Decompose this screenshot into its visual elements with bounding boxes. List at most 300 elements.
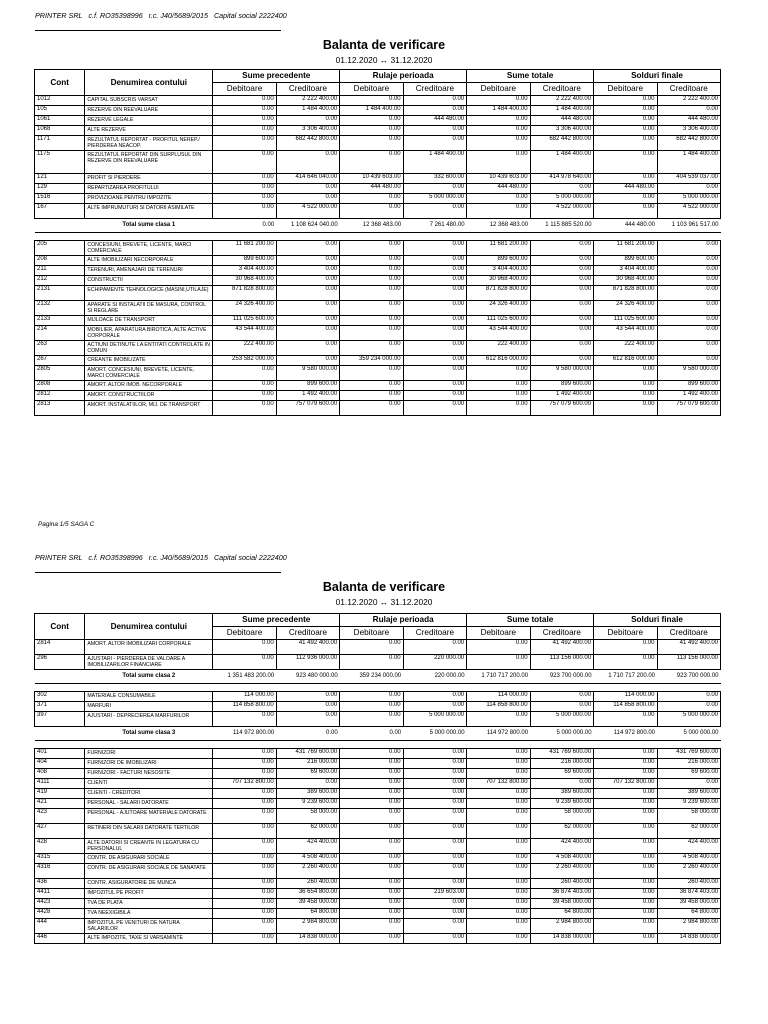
amount-cell: 0.00 — [594, 934, 657, 944]
amount-cell: 0.00 — [467, 712, 530, 727]
amount-cell: 707 132 800.00 — [213, 779, 276, 789]
account-name: TERENURI, AMENAJARI DE TERENURI — [85, 266, 213, 276]
amount-cell: 36 874 403.00 — [657, 889, 721, 899]
amount-cell: 0.00 — [403, 909, 466, 919]
amount-cell: 0.00 — [213, 366, 276, 381]
amount-cell: 43 544 400.00 — [467, 326, 530, 341]
amount-cell: 0.00 — [403, 241, 466, 256]
table-row — [35, 789, 721, 799]
amount-cell: 612 816 000.00 — [467, 356, 530, 366]
amount-cell: 1 484 400.00 — [403, 151, 466, 174]
table-row — [35, 116, 721, 126]
amount-cell: 62 000.00 — [530, 824, 593, 839]
amount-cell: 0.00 — [594, 204, 657, 219]
amount-cell: 424 400.00 — [530, 839, 593, 854]
amount-cell: 707 132 800.00 — [467, 779, 530, 789]
account-name: REZULTATUL REPORTAT - PROFITUL NEREP./ PIERDEREA NEACOP. — [85, 136, 213, 151]
column-group-solduri-finale: Solduri finale — [594, 614, 721, 627]
account-name: CONCESIUNI, BREVETE, LICENTE, MARCI COMERCIALE — [85, 241, 213, 256]
amount-cell: 0.00 — [594, 366, 657, 381]
amount-cell: 0.00 — [530, 276, 593, 286]
amount-cell: 0.00 — [657, 106, 721, 116]
amount-cell: 0.00 — [340, 799, 403, 809]
column-group-sume-totale: Sume totale — [467, 614, 594, 627]
table-row — [35, 824, 721, 839]
amount-cell: 30 968 400.00 — [467, 276, 530, 286]
amount-cell: 0.00 — [594, 899, 657, 909]
column-header-creditoare: Creditoare — [530, 627, 593, 640]
amount-cell: 899 600.00 — [594, 256, 657, 266]
column-header-cont: Cont — [35, 70, 85, 96]
amount-cell: 9 580 000.00 — [530, 366, 593, 381]
amount-cell: 0.00 — [594, 879, 657, 889]
amount-cell: 0.00 — [340, 316, 403, 326]
page-footer: Pagina 1/5 SAGA C — [38, 521, 95, 528]
amount-cell: 0.00 — [657, 316, 721, 326]
amount-cell: 5 000 000.00 — [530, 712, 593, 727]
amount-cell: 0.00 — [467, 96, 530, 106]
amount-cell: 0.00 — [213, 789, 276, 799]
amount-cell: 0.00 — [403, 779, 466, 789]
amount-cell: 0.00 — [467, 934, 530, 944]
amount-cell: 69 600.00 — [276, 769, 339, 779]
amount-cell: 0.00 — [340, 899, 403, 909]
total-amount: 5 000 000.00 — [683, 730, 719, 736]
amount-cell: 0.00 — [340, 116, 403, 126]
account-code: 427 — [35, 824, 85, 839]
column-group-rulaje-perioada: Rulaje perioada — [340, 614, 467, 627]
amount-cell: 216 000.00 — [276, 759, 339, 769]
class-total-row — [35, 670, 721, 684]
table-row — [35, 769, 721, 779]
amount-cell: 0.00 — [213, 769, 276, 779]
amount-cell: 0.00 — [340, 241, 403, 256]
account-code: 419 — [35, 789, 85, 799]
table-row — [35, 136, 721, 151]
amount-cell: 0.00 — [276, 286, 339, 301]
amount-cell: 0.00 — [340, 839, 403, 854]
header-divider — [35, 572, 281, 573]
account-name: REPARTIZAREA PROFITULUI — [85, 184, 213, 194]
amount-cell: 216 000.00 — [530, 759, 593, 769]
amount-cell: 0.00 — [340, 366, 403, 381]
amount-cell: 0.00 — [594, 824, 657, 839]
amount-cell: 0.00 — [213, 184, 276, 194]
amount-cell: 14 838 000.00 — [276, 934, 339, 944]
amount-cell: 3 306 400.00 — [530, 126, 593, 136]
account-name: AMORT. ALTOR IMOB. NECORPORALE — [85, 381, 213, 391]
group-spacer — [35, 233, 721, 241]
amount-cell: 0.00 — [530, 341, 593, 356]
amount-cell: 0.00 — [403, 266, 466, 276]
amount-cell: 0.00 — [340, 769, 403, 779]
account-code: 1171 — [35, 136, 85, 151]
amount-cell: 0.00 — [340, 204, 403, 219]
account-name: FURNIZORI - FACTURI NESOSITE — [85, 769, 213, 779]
amount-cell: 43 544 400.00 — [213, 326, 276, 341]
amount-cell: 39 458 000.00 — [530, 899, 593, 909]
amount-cell: 219 603.00 — [403, 889, 466, 899]
amount-cell: 0.00 — [467, 640, 530, 655]
amount-cell: 0.00 — [594, 381, 657, 391]
amount-cell: 0.00 — [213, 899, 276, 909]
table-row — [35, 702, 721, 712]
amount-cell: 0.00 — [467, 889, 530, 899]
account-code: 423 — [35, 809, 85, 824]
amount-cell: 0.00 — [657, 779, 721, 789]
column-header-debitoare: Debitoare — [467, 83, 530, 96]
amount-cell: 0.00 — [340, 909, 403, 919]
amount-cell: 0.00 — [213, 174, 276, 184]
amount-cell: 899 600.00 — [467, 256, 530, 266]
amount-cell: 389 600.00 — [657, 789, 721, 799]
account-code: 408 — [35, 769, 85, 779]
amount-cell: 757 079 600.00 — [276, 401, 339, 416]
column-header-creditoare: Creditoare — [657, 627, 721, 640]
account-code: 211 — [35, 266, 85, 276]
amount-cell: 0.00 — [340, 96, 403, 106]
amount-cell: 112 936 000.00 — [276, 655, 339, 670]
amount-cell: 431 769 600.00 — [530, 749, 593, 759]
amount-cell: 114 000.00 — [594, 692, 657, 702]
amount-cell: 0.00 — [213, 106, 276, 116]
account-code: 2133 — [35, 316, 85, 326]
amount-cell: 0.00 — [403, 301, 466, 316]
amount-cell: 69 600.00 — [530, 769, 593, 779]
amount-cell: 0.00 — [276, 241, 339, 256]
amount-cell: 0.00 — [657, 286, 721, 301]
account-name: RETINERI DIN SALARII DATORATE TERTILOR — [85, 824, 213, 839]
amount-cell: 0.00 — [594, 151, 657, 174]
amount-cell: 0.00 — [594, 174, 657, 184]
amount-cell: 1 484 400.00 — [530, 151, 593, 174]
amount-cell: 0.00 — [340, 759, 403, 769]
table-row — [35, 366, 721, 381]
amount-cell: 0.00 — [403, 769, 466, 779]
column-group-sume-precedente: Sume precedente — [213, 70, 340, 83]
amount-cell: 0.00 — [276, 276, 339, 286]
account-name: MATERIALE CONSUMABILE — [85, 692, 213, 702]
amount-cell: 0.00 — [467, 909, 530, 919]
amount-cell: 0.00 — [467, 749, 530, 759]
account-name: CONTR. ASIGURATORIE DE MUNCA — [85, 879, 213, 889]
amount-cell: 1 492 400.00 — [530, 391, 593, 401]
amount-cell: 0.00 — [340, 256, 403, 266]
amount-cell: 0.00 — [657, 241, 721, 256]
table-row — [35, 241, 721, 256]
class-total-label: Total sume clasa 2 — [122, 673, 176, 679]
amount-cell: 220 000.00 — [403, 655, 466, 670]
amount-cell: 0.00 — [403, 391, 466, 401]
amount-cell: 0.00 — [467, 769, 530, 779]
amount-cell: 0.00 — [213, 839, 276, 854]
table-row — [35, 391, 721, 401]
amount-cell: 5 000 000.00 — [657, 712, 721, 727]
account-name: REZERVE LEGALE — [85, 116, 213, 126]
amount-cell: 424 400.00 — [657, 839, 721, 854]
amount-cell: 0.00 — [213, 824, 276, 839]
table-row — [35, 854, 721, 864]
amount-cell: 0.00 — [530, 316, 593, 326]
amount-cell: 0.00 — [213, 799, 276, 809]
amount-cell: 4 522 000.00 — [276, 204, 339, 219]
amount-cell: 0.00 — [467, 381, 530, 391]
amount-cell: 0.00 — [467, 136, 530, 151]
amount-cell: 0.00 — [403, 899, 466, 909]
amount-cell: 114 858 800.00 — [594, 702, 657, 712]
table-row — [35, 356, 721, 366]
amount-cell: 30 968 400.00 — [594, 276, 657, 286]
table-row — [35, 286, 721, 301]
amount-cell: 0.00 — [467, 879, 530, 889]
total-amount: 1 351 483 200.00 — [227, 673, 275, 679]
amount-cell: 0.00 — [530, 702, 593, 712]
table-row — [35, 401, 721, 416]
account-code: 428 — [35, 839, 85, 854]
amount-cell: 111 025 600.00 — [594, 316, 657, 326]
amount-cell: 0.00 — [276, 184, 339, 194]
amount-cell: 58 000.00 — [657, 809, 721, 824]
account-name: APARATE SI INSTALATII DE MASURA, CONTROL SI REGLARE — [85, 301, 213, 316]
amount-cell: 41 492 400.00 — [276, 640, 339, 655]
amount-cell: 0.00 — [276, 692, 339, 702]
amount-cell: 11 681 200.00 — [594, 241, 657, 256]
account-name: ALTE IMOBILIZARI NECORPORALE — [85, 256, 213, 266]
amount-cell: 0.00 — [403, 341, 466, 356]
account-code: 2812 — [35, 391, 85, 401]
amount-cell: 0.00 — [594, 809, 657, 824]
amount-cell: 0.00 — [340, 301, 403, 316]
amount-cell: 0.00 — [530, 326, 593, 341]
amount-cell: 4 508 400.00 — [530, 854, 593, 864]
column-header-debitoare: Debitoare — [340, 627, 403, 640]
amount-cell: 0.00 — [403, 934, 466, 944]
account-code: 302 — [35, 692, 85, 702]
amount-cell: 0.00 — [530, 241, 593, 256]
amount-cell: 612 816 000.00 — [594, 356, 657, 366]
total-amount: 444 480.00 — [624, 222, 655, 228]
account-code: 371 — [35, 702, 85, 712]
account-code: 1061 — [35, 116, 85, 126]
table-row — [35, 96, 721, 106]
amount-cell: 0.00 — [213, 655, 276, 670]
account-name: ALTE IMPRUMUTURI SI DATORII ASIMILATE — [85, 204, 213, 219]
amount-cell: 0.00 — [594, 889, 657, 899]
amount-cell: 1 492 400.00 — [276, 391, 339, 401]
table-row — [35, 204, 721, 219]
amount-cell: 0.00 — [403, 366, 466, 381]
amount-cell: 707 132 800.00 — [594, 779, 657, 789]
amount-cell: 1 484 400.00 — [276, 106, 339, 116]
amount-cell: 0.00 — [213, 889, 276, 899]
amount-cell: 0.00 — [403, 919, 466, 934]
amount-cell: 0.00 — [340, 692, 403, 702]
account-name: REZERVE DIN REEVALUARE — [85, 106, 213, 116]
amount-cell: 899 600.00 — [213, 256, 276, 266]
amount-cell: 0.00 — [530, 692, 593, 702]
amount-cell: 0.00 — [213, 640, 276, 655]
total-amount: 5 000 000.00 — [556, 730, 592, 736]
amount-cell: 871 828 800.00 — [467, 286, 530, 301]
amount-cell: 0.00 — [657, 692, 721, 702]
amount-cell: 2 222 400.00 — [530, 96, 593, 106]
account-code: 4111 — [35, 779, 85, 789]
table-row — [35, 759, 721, 769]
class-total-label: Total sume clasa 1 — [122, 222, 176, 228]
account-name: IMPOZITUL PE PROFIT — [85, 889, 213, 899]
amount-cell: 0.00 — [403, 864, 466, 879]
amount-cell: 0.00 — [340, 809, 403, 824]
account-code: 404 — [35, 759, 85, 769]
amount-cell: 24 326 400.00 — [467, 301, 530, 316]
group-spacer — [35, 684, 721, 692]
account-code: 2813 — [35, 401, 85, 416]
amount-cell: 0.00 — [403, 316, 466, 326]
amount-cell: 0.00 — [340, 151, 403, 174]
amount-cell: 114 858 800.00 — [467, 702, 530, 712]
account-name: AMORT. INSTALATIILOR, MIJ. DE TRANSPORT — [85, 401, 213, 416]
table-row — [35, 256, 721, 266]
amount-cell: 1 484 400.00 — [467, 106, 530, 116]
account-code: 129 — [35, 184, 85, 194]
amount-cell: 11 681 200.00 — [213, 241, 276, 256]
amount-cell: 3 306 400.00 — [657, 126, 721, 136]
amount-cell: 62 000.00 — [276, 824, 339, 839]
amount-cell: 4 508 400.00 — [657, 854, 721, 864]
amount-cell: 0.00 — [467, 854, 530, 864]
account-name: PROFIT SI PIERDERE — [85, 174, 213, 184]
amount-cell: 0.00 — [594, 106, 657, 116]
amount-cell: 871 828 800.00 — [213, 286, 276, 301]
account-code: 296 — [35, 655, 85, 670]
amount-cell: 0.00 — [213, 151, 276, 174]
amount-cell: 0.00 — [530, 356, 593, 366]
amount-cell: 0.00 — [594, 116, 657, 126]
table-row — [35, 779, 721, 789]
amount-cell: 0.00 — [403, 256, 466, 266]
amount-cell: 0.00 — [657, 341, 721, 356]
amount-cell: 0.00 — [340, 879, 403, 889]
total-amount: 220 000.00 — [434, 673, 465, 679]
total-amount: 0.00 — [326, 730, 338, 736]
table-row — [35, 640, 721, 655]
header-row-groups — [35, 70, 721, 83]
amount-cell: 0.00 — [276, 256, 339, 266]
amount-cell: 0.00 — [276, 151, 339, 174]
amount-cell: 2 260 400.00 — [657, 864, 721, 879]
amount-cell: 0.00 — [213, 934, 276, 944]
amount-cell: 1 484 400.00 — [340, 106, 403, 116]
amount-cell: 0.00 — [467, 194, 530, 204]
amount-cell: 0.00 — [340, 889, 403, 899]
amount-cell: 0.00 — [340, 640, 403, 655]
amount-cell: 0.00 — [340, 341, 403, 356]
amount-cell: 0.00 — [594, 401, 657, 416]
amount-cell: 0.00 — [340, 824, 403, 839]
amount-cell: 253 582 000.00 — [213, 356, 276, 366]
period-range: 01.12.2020 ↔ 31.12.2020 — [335, 55, 433, 65]
amount-cell: 0.00 — [657, 184, 721, 194]
amount-cell: 0.00 — [213, 759, 276, 769]
table-row — [35, 106, 721, 116]
amount-cell: 0.00 — [467, 151, 530, 174]
account-code: 4411 — [35, 889, 85, 899]
amount-cell: 2 984 800.00 — [657, 919, 721, 934]
amount-cell: 431 769 600.00 — [276, 749, 339, 759]
account-code: 263 — [35, 341, 85, 356]
account-name: CLIENTI - CREDITORI — [85, 789, 213, 799]
amount-cell: 0.00 — [403, 839, 466, 854]
amount-cell: 0.00 — [403, 692, 466, 702]
total-amount: 1 108 624 040.00 — [290, 222, 338, 228]
account-code: 2131 — [35, 286, 85, 301]
account-name: CREANTE IMOBILIZATE — [85, 356, 213, 366]
amount-cell: 64 800.00 — [657, 909, 721, 919]
total-amount: 923 700 000.00 — [676, 673, 719, 679]
amount-cell: 0.00 — [340, 276, 403, 286]
amount-cell: 0.00 — [340, 864, 403, 879]
amount-cell: 0.00 — [657, 276, 721, 286]
amount-cell: 0.00 — [403, 286, 466, 301]
amount-cell: 0.00 — [340, 126, 403, 136]
amount-cell: 389 600.00 — [530, 789, 593, 799]
total-amount: 1 710 717 200.00 — [608, 673, 655, 679]
account-name: TVA DE PLATA — [85, 899, 213, 909]
account-name: ECHIPAMENTE TEHNOLOGICE (MASINI,UTILAJE) — [85, 286, 213, 301]
account-name: AJUSTARI - DEPRECIEREA MARFURILOR — [85, 712, 213, 727]
amount-cell: 0.00 — [276, 341, 339, 356]
account-code: 267 — [35, 356, 85, 366]
amount-cell: 9 580 000.00 — [657, 366, 721, 381]
column-header-creditoare: Creditoare — [657, 83, 721, 96]
amount-cell: 0.00 — [467, 899, 530, 909]
table-row — [35, 381, 721, 391]
column-header-cont: Cont — [35, 614, 85, 640]
total-amount: 5 000 000.00 — [429, 730, 465, 736]
amount-cell: 0.00 — [594, 136, 657, 151]
amount-cell: 0.00 — [467, 366, 530, 381]
amount-cell: 682 442 800.00 — [276, 136, 339, 151]
column-group-rulaje-perioada: Rulaje perioada — [340, 70, 467, 83]
amount-cell: 404 539 037.00 — [657, 174, 721, 184]
account-code: 421 — [35, 799, 85, 809]
amount-cell: 1 492 400.00 — [657, 391, 721, 401]
amount-cell: 111 025 600.00 — [467, 316, 530, 326]
table-row — [35, 712, 721, 727]
account-code: 2805 — [35, 366, 85, 381]
amount-cell: 24 326 400.00 — [594, 301, 657, 316]
amount-cell: 0.00 — [213, 96, 276, 106]
account-code: 1012 — [35, 96, 85, 106]
column-header-creditoare: Creditoare — [403, 627, 466, 640]
account-name: ALTE IMPOZITE, TAXE SI VARSAMINTE — [85, 934, 213, 944]
amount-cell: 0.00 — [403, 356, 466, 366]
amount-cell: 0.00 — [340, 266, 403, 276]
company-info: PRINTER SRL c.f. RO35398996 r.c. J40/5689/2015 Capital social 2222400 — [35, 11, 287, 20]
amount-cell: 0.00 — [657, 301, 721, 316]
account-code: 436 — [35, 879, 85, 889]
amount-cell: 0.00 — [467, 391, 530, 401]
table-row — [35, 184, 721, 194]
amount-cell: 431 769 600.00 — [657, 749, 721, 759]
amount-cell: 424 400.00 — [276, 839, 339, 854]
amount-cell: 0.00 — [594, 839, 657, 854]
amount-cell: 0.00 — [276, 712, 339, 727]
column-group-sume-totale: Sume totale — [467, 70, 594, 83]
amount-cell: 2 260 400.00 — [530, 864, 593, 879]
amount-cell: 0.00 — [403, 204, 466, 219]
amount-cell: 2 984 800.00 — [276, 919, 339, 934]
